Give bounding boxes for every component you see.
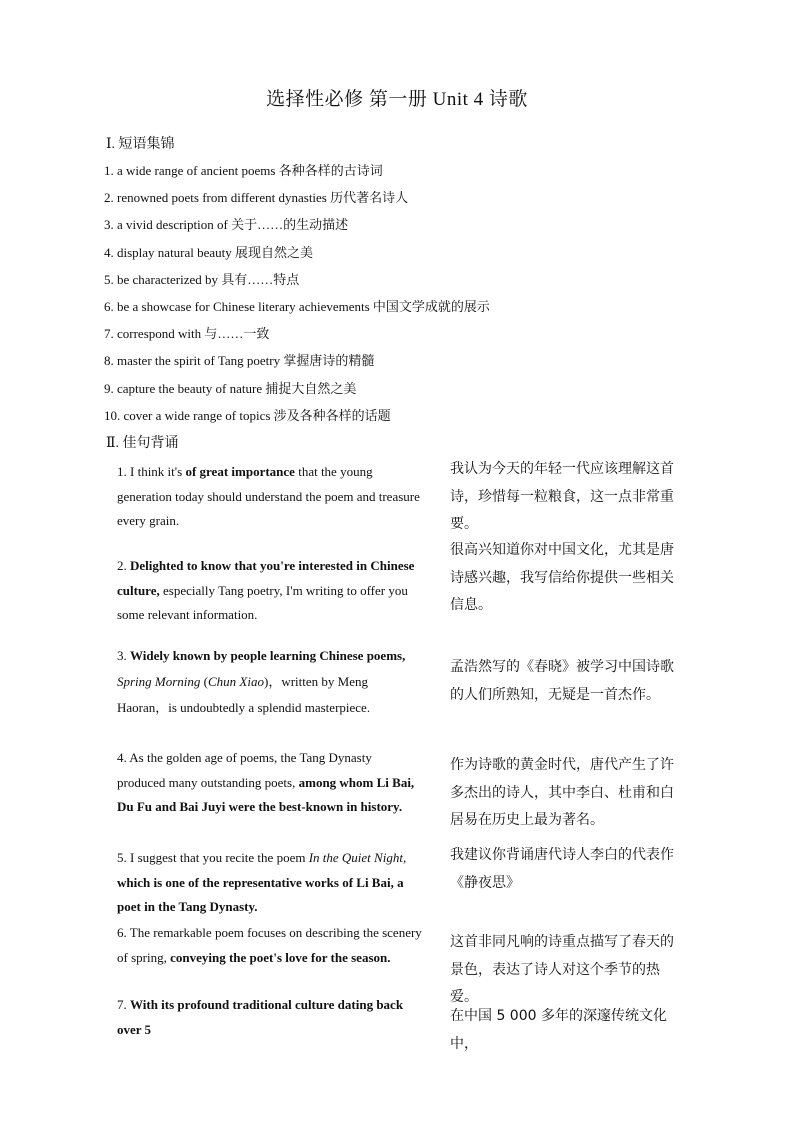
italic-text: Spring Morning bbox=[117, 674, 201, 689]
sentence-en bbox=[117, 460, 422, 534]
bold-text: of great importance bbox=[185, 464, 295, 479]
text-run: 3. bbox=[117, 648, 130, 663]
sentence-zh: 作为诗歌的黄金时代，唐代产生了许多杰出的诗人，其中李白、杜甫和白居易在历史上最为著名。 bbox=[450, 757, 674, 828]
text-run: 6. The remarkable poem focuses on describing the scenery of spring, bbox=[117, 925, 422, 965]
italic-text: Chun Xiao bbox=[208, 674, 264, 689]
sentence-zh: 我建议你背诵唐代诗人李白的代表作《静夜思》 bbox=[450, 847, 674, 891]
text-run: 1. I think it's bbox=[117, 464, 186, 479]
sentence-zh: 我认为今天的年轻一代应该理解这首诗，珍惜每一粒粮食，这一点非常重要。 bbox=[450, 461, 674, 532]
phrase-item: 4. display natural beauty 展现自然之美 bbox=[104, 245, 314, 260]
bold-text: Widely known by people learning Chinese poems, bbox=[130, 648, 406, 663]
section-heading-sentences: Ⅱ. 佳句背诵 bbox=[106, 436, 179, 451]
text-run: 5. I suggest that you recite the poem bbox=[117, 850, 309, 865]
text-run: 2. bbox=[117, 558, 130, 573]
sentence-en bbox=[117, 554, 422, 628]
text-run: 7. bbox=[117, 997, 130, 1012]
italic-text: In the Quiet Night, bbox=[308, 850, 407, 865]
sentence-zh: 很高兴知道你对中国文化，尤其是唐诗感兴趣，我写信给你提供一些相关信息。 bbox=[450, 542, 674, 613]
phrase-item: 9. capture the beauty of nature 捕捉大自然之美 bbox=[104, 381, 357, 396]
phrase-item: 5. be characterized by 具有……特点 bbox=[104, 272, 300, 287]
phrase-item: 2. renowned poets from different dynasties 历代著名诗人 bbox=[104, 190, 409, 205]
page-title: 选择性必修 第一册 Unit 4 诗歌 bbox=[266, 89, 528, 110]
text-run: that the young generation today should understand the poem and treasure every grain. bbox=[117, 464, 420, 528]
text-run: especially Tang poetry, I'm writing to offer you some relevant information. bbox=[117, 582, 408, 622]
bold-text: which is one of the representative works of Li Bai, a poet in the Tang Dynasty. bbox=[117, 874, 404, 914]
bold-text: Delighted to know that you're interested in Chinese culture, bbox=[117, 558, 415, 598]
text-run: ( bbox=[200, 674, 209, 689]
sentence-en bbox=[117, 643, 422, 721]
phrase-item: 3. a vivid description of 关于……的生动描述 bbox=[104, 217, 349, 232]
sentence-zh: 孟浩然写的《春晓》被学习中国诗歌的人们所熟知，无疑是一首杰作。 bbox=[450, 659, 674, 703]
sentence-en bbox=[117, 993, 407, 1042]
section-heading-phrases: Ⅰ. 短语集锦 bbox=[106, 137, 175, 152]
sentence-en bbox=[117, 921, 422, 970]
text-run: )，written by Meng Haoran，is undoubtedly a splendid masterpiece. bbox=[117, 674, 371, 715]
phrase-item: 10. cover a wide range of topics 涉及各种各样的话题 bbox=[104, 408, 391, 423]
text-run: 4. As the golden age of poems, the Tang Dynasty produced many outstanding poets, bbox=[117, 750, 372, 790]
phrase-item: 7. correspond with 与……一致 bbox=[104, 326, 270, 341]
bold-text: With its profound traditional culture dating back over 5 bbox=[117, 997, 404, 1037]
sentence-zh: 这首非同凡响的诗重点描写了春天的景色，表达了诗人对这个季节的热爱。 bbox=[450, 934, 674, 1005]
sentence-en bbox=[117, 846, 422, 920]
phrase-item: 1. a wide range of ancient poems 各种各样的古诗词 bbox=[104, 163, 383, 178]
sentence-en bbox=[117, 746, 422, 820]
phrase-item: 6. be a showcase for Chinese literary achievements 中国文学成就的展示 bbox=[104, 299, 490, 314]
bold-text: conveying the poet's love for the season. bbox=[170, 949, 391, 965]
bold-text: among whom Li Bai, Du Fu and Bai Juyi were the best-known in history. bbox=[117, 774, 415, 814]
phrase-item: 8. master the spirit of Tang poetry 掌握唐诗的精髓 bbox=[104, 353, 375, 368]
sentence-zh: 在中国 5 000 多年的深邃传统文化中， bbox=[450, 1008, 667, 1052]
